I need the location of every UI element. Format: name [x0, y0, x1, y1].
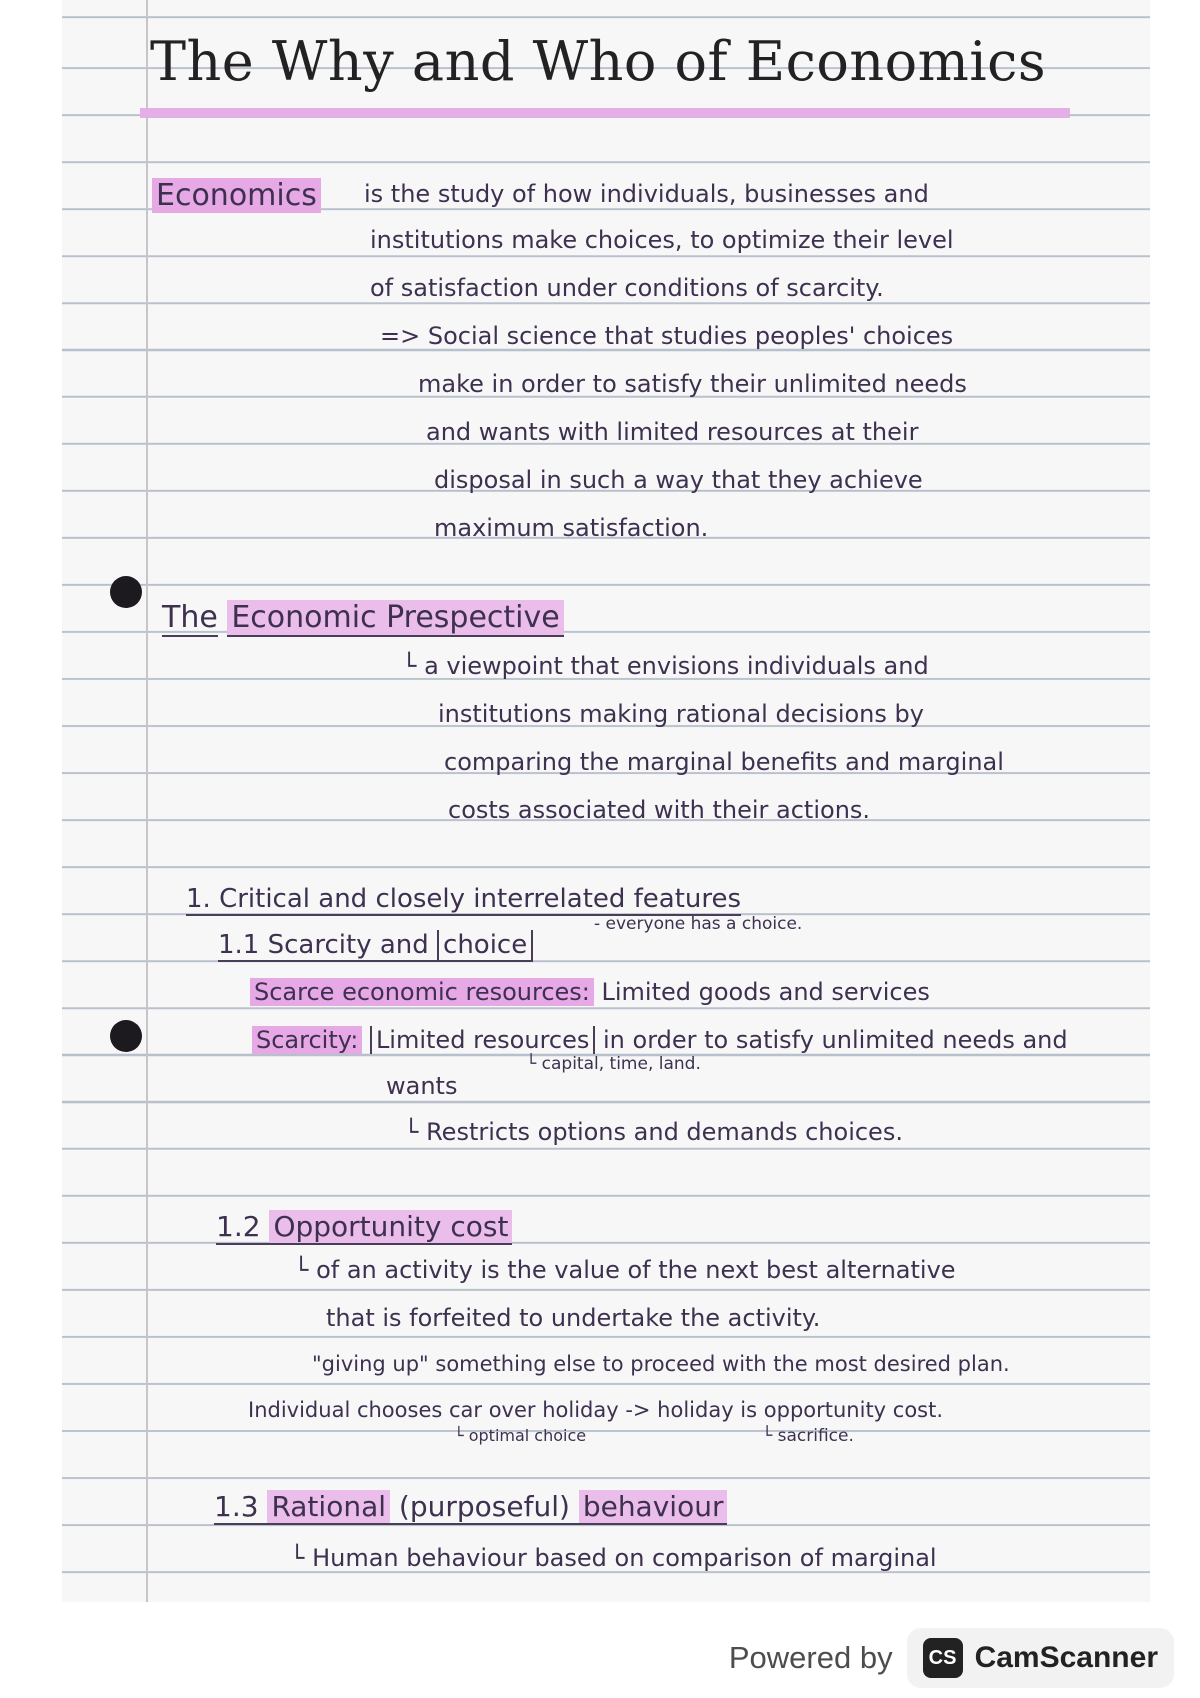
section-1-1-heading: 1.1 Scarcity and choice: [218, 930, 533, 960]
camscanner-icon: CS: [923, 1638, 963, 1678]
section-1-3-heading: 1.3 Rational (purposeful) behaviour: [214, 1490, 727, 1523]
camscanner-footer: [729, 1628, 1174, 1688]
definition-line: and wants with limited resources at their: [426, 418, 919, 446]
opportunity-sub-left: └ optimal choice: [454, 1426, 587, 1445]
opportunity-line: └ of an activity is the value of the next best alternative: [294, 1256, 956, 1284]
page-title: The Why and Who of Economics: [150, 30, 1047, 93]
opportunity-example: Individual chooses car over holiday -> holiday is opportunity cost.: [248, 1398, 944, 1422]
opportunity-sub-right: └ sacrifice.: [762, 1426, 854, 1446]
scarcity-sub: └ capital, time, land.: [526, 1054, 701, 1074]
perspective-line: comparing the marginal benefits and marginal: [444, 748, 1004, 776]
definition-term: Economics: [152, 178, 321, 213]
perspective-heading: The Economic Prespective: [162, 600, 564, 635]
perspective-line: institutions making rational decisions by: [438, 700, 924, 728]
section-1-2-heading: 1.2 Opportunity cost: [216, 1210, 512, 1243]
features-heading: 1. Critical and closely interrelated features: [186, 884, 742, 914]
definition-line: make in order to satisfy their unlimited needs: [418, 370, 967, 398]
scarcity-line: Scarcity: Limited resources in order to satisfy unlimited needs and: [252, 1026, 1068, 1054]
definition-line: => Social science that studies peoples' choices: [380, 322, 954, 350]
perspective-line: costs associated with their actions.: [448, 796, 871, 824]
definition-line: is the study of how individuals, businesses and: [364, 180, 929, 208]
punch-hole: [110, 1020, 142, 1052]
section-1-1-note: - everyone has a choice.: [594, 914, 803, 934]
scarcity-cont: wants: [386, 1072, 458, 1100]
opportunity-line: "giving up" something else to proceed with the most desired plan.: [312, 1352, 1010, 1376]
opportunity-line: that is forfeited to undertake the activity.: [326, 1304, 821, 1332]
definition-line: maximum satisfaction.: [434, 514, 709, 542]
definition-line: disposal in such a way that they achieve: [434, 466, 923, 494]
scarce-resources-line: Scarce economic resources: Limited goods and services: [250, 978, 930, 1006]
margin-line: [146, 0, 148, 1602]
scarcity-restrict: └ Restricts options and demands choices.: [404, 1118, 903, 1146]
title-highlight: [140, 108, 1070, 118]
camscanner-brand: CamScanner: [974, 1641, 1158, 1674]
camscanner-badge: [907, 1628, 1174, 1688]
perspective-line: └ a viewpoint that envisions individuals and: [402, 652, 929, 680]
rational-line: └ Human behaviour based on comparison of marginal: [290, 1544, 937, 1572]
definition-line: of satisfaction under conditions of scarcity.: [370, 274, 884, 302]
powered-by-label: Powered by: [728, 1640, 893, 1675]
punch-hole: [110, 576, 142, 608]
definition-line: institutions make choices, to optimize their level: [370, 226, 954, 254]
